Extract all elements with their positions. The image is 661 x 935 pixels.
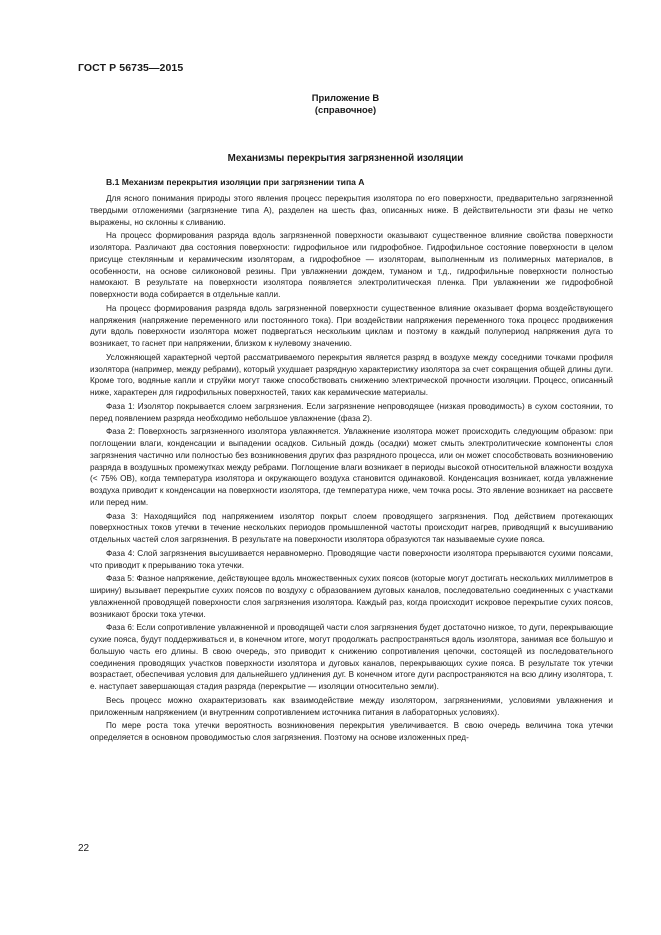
paragraph: Фаза 2: Поверхность загрязненного изолятора увлажняется. Увлажнение изолятора может происходить следующим образом: при поглощении влаги, конденсации и выпадении осадков. Сильный дождь (осадки) может смыть электролитические компоненты слоя загрязнения частично или полностью без возникновения других фаз разрядного процесса, или он может способствовать возникновению разряда в воздушных промежутках между ребрами. Поглощение влаги возникает в периоды высокой относительной влажности воздуха (< 75% ОВ), когда температура изолятора и окружающего воздуха становится одинаковой. Конденсация возникает, когда увлажнение воздуха приводит к конденсации на поверхности изолятора, где температура ниже, чем точка росы. Это явление возникает на рассвете или перед ним. [90,427,613,507]
paragraph: Фаза 3: Находящийся под напряжением изолятор покрыт слоем проводящего загрязнения. Под действием протекающих поверхностных токов утечки в течение нескольких периодов промышленной частоты происходит нагрев, приводящий к высушиванию отдельных частей слоя загрязнения. В результате на поверхности изолятора образуются так называемые сухие пояса. [90,511,613,544]
paragraph: Фаза 4: Слой загрязнения высушивается неравномерно. Проводящие части поверхности изолятора прерываются сухими поясами, что приводит к прерыванию тока утечки. [90,548,613,570]
appendix-label: Приложение В [311,92,380,103]
page-number: 22 [78,843,90,854]
standard-header: ГОСТ Р 56735—2015 [78,62,184,74]
appendix-title: Механизмы перекрытия загрязненной изоляции [227,153,464,164]
paragraph: Весь процесс можно охарактеризовать как взаимодействие между изолятором, загрязнениями, условиями увлажнения и приложенным напряжением (и внутренним сопротивлением источника питания в лабораторных условиях). [90,695,613,717]
paragraph: По мере роста тока утечки вероятность возникновения перекрытия увеличивается. В свою очередь величина тока утечки определяется в основном проводимостью слоя загрязнения. Поэтому на основе изложенных пред- [90,721,613,742]
paragraph: На процесс формирования разряда вдоль загрязненной поверхности существенное влияние оказывает форма воздействующего напряжения (напряжение переменного или постоянного тока). При воздействии напряжения переменного тока процесс продвижения дуги вдоль поверхности изолятора может подвергаться нескольким циклам и поэтому в каждый полупериод напряжения дуга то возникает, то гаснет при напряжении, близком к нулевому значению. [90,303,613,348]
appendix-heading [0,92,661,116]
paragraph: Фаза 6: Если сопротивление увлажненной и проводящей части слоя загрязнения будет достаточно низкое, то дуги, перекрывающие сухие пояса, будут поддерживаться и, в конечном итоге, могут продолжать распространяться вдоль изолятора, занимая все большую и большую часть его длины. В свою очередь, это приводит к снижению сопротивления цепочки, состоящей из последовательного соединения проводящих участков поверхности изолятора и дуговых каналов, перекрывающих сухие пояса. В результате ток утечки возрастает, обеспечивая условия для дальнейшего удлинения дуг. В конечном итоге дуги распространяются на всю длину изолятора, т. е. наступает завершающая стадия разряда (перекрытие — изоляции относительно земли). [90,623,613,691]
appendix-note: (справочное) [314,104,377,115]
body-text [90,193,613,746]
paragraph: Усложняющей характерной чертой рассматриваемого перекрытия является разряд в воздухе между соседними точками профиля изолятора (например, между ребрами), который ухудшает разрядную характеристику изолятора за счет сокращения общей длины дуги. Кроме того, водяные капли и струйки могут также способствовать снижению электрической прочности изоляции. Процесс, описанный ниже, характерен для гидрофильных поверхностей, таких как керамические материалы. [90,352,613,397]
paragraph: Для ясного понимания природы этого явления процесс перекрытия изолятора по его поверхности, предварительно загрязненной твердыми отложениями (загрязнение типа А), разделен на шесть фаз, описанных ниже. В действительности эти фазы не четко выражены, но склонны к сливанию. [90,194,613,227]
section-title: В.1 Механизм перекрытия изоляции при загрязнении типа А [106,177,365,187]
paragraph: Фаза 1: Изолятор покрывается слоем загрязнения. Если загрязнение непроводящее (низкая проводимость) в сухом состоянии, то перед появлением разряда необходимо небольшое увлажнение (фаза 2). [90,401,613,423]
paragraph: Фаза 5: Фазное напряжение, действующее вдоль множественных сухих поясов (которые могут достигать нескольких миллиметров в ширину) вызывает перекрытие сухих поясов по воздуху с образованием дуговых каналов, последовательно соединенных с участками увлажненной проводящей поверхности слоя загрязнения изолятора. Каждый раз, когда происходит искровое перекрытие сухих поясов, возникают броски тока утечки. [90,574,613,619]
paragraph: На процесс формирования разряда вдоль загрязненной поверхности оказывают существенное влияние свойства поверхности изолятора. Различают два состояния поверхности: гидрофильное или гидрофобное. Гидрофильное состояние поверхности в целом присуще стеклянным и керамическим изоляторам, а гидрофобное — изоляторам, выполненным из полимерных материалов, в особенности, на основе силиконовой резины. При увлажнении дождем, туманом и т.д., гидрофильные поверхности полностью намокают. В результате на поверхности изолятора появляется электролитическая пленка. При увлажнении же гидрофобной поверхности вода собирается в отдельные капли. [90,231,613,299]
